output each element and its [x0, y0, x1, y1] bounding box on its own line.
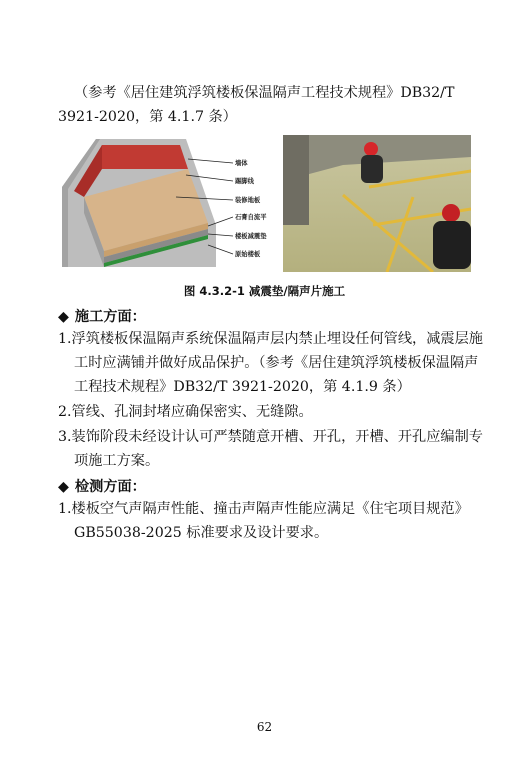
- diamond-bullet-icon: ◆: [58, 309, 69, 325]
- label-pad: 楼板减震垫: [235, 233, 267, 240]
- label-slab: 原始楼板: [235, 251, 261, 258]
- construction-heading: [58, 306, 146, 326]
- figure-caption: 图 4.3.2-1 减震垫/隔声片施工: [183, 284, 346, 298]
- diamond-bullet-icon: ◆: [58, 479, 69, 495]
- inspection-heading-text: 检测方面：: [74, 479, 146, 495]
- label-floor: 装修地板: [235, 197, 261, 204]
- wall-red: [92, 145, 188, 169]
- construction-item-1-line-3: 工程技术规程》DB32/T 3921-2020，第 4.1.9 条）: [74, 379, 411, 395]
- construction-photo: [283, 135, 471, 272]
- construction-heading-text: 施工方面：: [74, 309, 146, 325]
- inspection-item-1-line-2: GB55038-2025 标准要求及设计要求。: [74, 525, 329, 541]
- photo-left-wall: [283, 135, 309, 225]
- construction-item-1-line-2: 工时应满铺并做好成品保护。（参考《居住建筑浮筑楼板保温隔声: [74, 355, 479, 371]
- label-wall: 墙体: [235, 160, 248, 167]
- inspection-heading: [58, 476, 146, 496]
- construction-item-1-line-1: 1.浮筑楼板保温隔声系统保温隔声层内禁止埋设任何管线，减震层施: [58, 331, 483, 347]
- construction-item-2: 2.管线、孔洞封堵应确保密实、无缝隙。: [58, 404, 313, 420]
- construction-item-3-line-2: 项施工方案。: [74, 453, 160, 469]
- inspection-item-1-line-1: 1.楼板空气声隔声性能、撞击声隔声性能应满足《住宅项目规范》: [58, 501, 469, 517]
- intro-line-1: （参考《居住建筑浮筑楼板保温隔声工程技术规程》DB32/T: [74, 85, 455, 101]
- intro-line-2: 3921-2020，第 4.1.7 条）: [58, 109, 237, 125]
- floor-layers-diagram: [58, 135, 278, 272]
- construction-item-3-line-1: 3.装饰阶段未经设计认可严禁随意开槽、开孔，开槽、开孔应编制专: [58, 429, 483, 445]
- page-number: 62: [256, 720, 273, 734]
- label-baseboard: 踢脚线: [235, 178, 254, 185]
- label-screed: 石膏自流平: [235, 214, 267, 221]
